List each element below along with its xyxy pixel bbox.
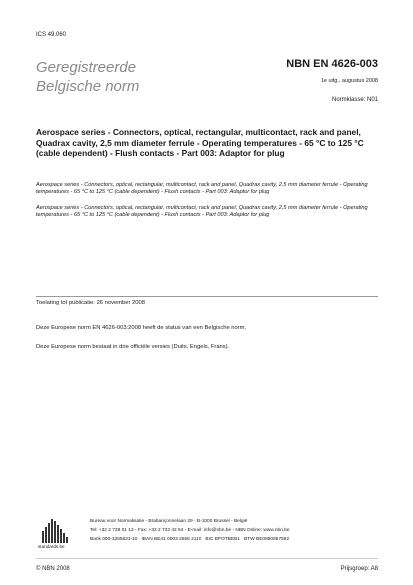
brand-line-1: Geregistreerde bbox=[36, 59, 137, 76]
copyright: © NBN 2008 bbox=[36, 566, 70, 572]
brand-line-2: Belgische norm bbox=[36, 78, 140, 95]
ratification-date: Toelating tot publicatie: 26 november 2008 bbox=[36, 300, 145, 306]
brand-title bbox=[36, 58, 139, 96]
contact-line: Tel: +32 2 738 01 12 - Fax: +32 2 733 42 64 - E-mail: info@nbn.be - NBN Online: www.nbn.be bbox=[90, 528, 290, 533]
address-line: Bureau voor Normalisatie - Brabançonnelaan 29 - B-1000 Brussel - België bbox=[90, 519, 248, 524]
standard-number: NBN EN 4626-003 bbox=[286, 58, 378, 70]
document-title: Aerospace series - Connectors, optical, rectangular, multicontact, rack and panel, Quadrax cavity, 2,5 mm diameter ferrule - Operating temperatures - 65 °C to 125 °C (cable dependent) - Flush contacts - Part 003: Adaptor for plug bbox=[36, 127, 364, 159]
divider bbox=[36, 296, 378, 297]
nbn-logo-icon bbox=[36, 511, 78, 544]
classification: Normklasse: N01 bbox=[331, 97, 378, 103]
title-translation-2: Aerospace series - Connectors, optical, rectangular, multicontact, rack and panel, Quadrax cavity, 2,5 mm diameter ferrule - Operating temperatures - 65 °C to 125 °C (cable dependent) - Flush contacts - Part 003: Adaptor for plug bbox=[36, 205, 368, 218]
languages-statement: Deze Europese norm bestaat in drie officiële versies (Duits, Engels, Frans). bbox=[36, 344, 230, 350]
price-group: Prijsgroep: A8 bbox=[340, 566, 378, 572]
title-translation-1: Aerospace series - Connectors, optical, rectangular, multicontact, rack and panel, Quadrax cavity, 2,5 mm diameter ferrule - Operating temperatures - 65 °C to 125 °C (cable dependent) - Flush contacts - Part 003: Adaptor for plug bbox=[36, 182, 368, 195]
bank-line: Bank 000-3255621-10 IBAN BE41 0003 2556 2110 BIC BPOTBEB1 BTW BE0880857592 bbox=[90, 537, 290, 542]
ics-code: ICS 49.060 bbox=[36, 32, 67, 38]
footer-divider bbox=[36, 558, 378, 559]
website-label: standards.be bbox=[38, 544, 65, 549]
status-statement: Deze Europese norm EN 4626-003:2008 heeft de status van een Belgische norm. bbox=[36, 325, 247, 331]
edition-date: 1e uitg., augustus 2008 bbox=[320, 78, 378, 84]
